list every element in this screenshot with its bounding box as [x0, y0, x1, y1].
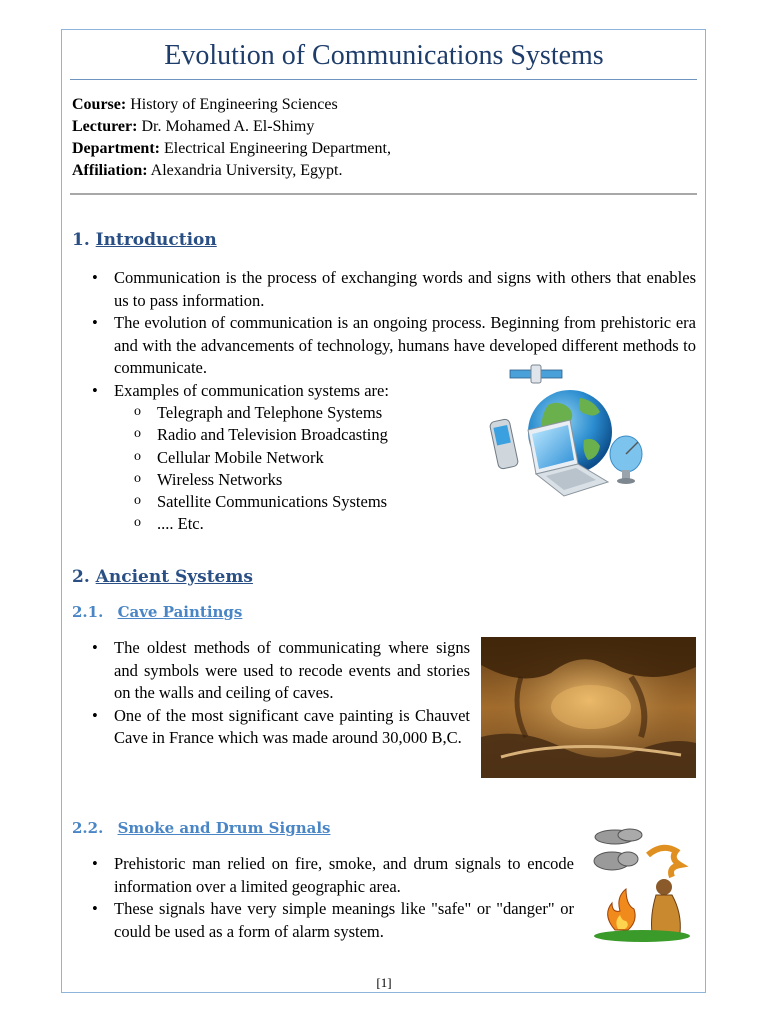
- list-item: • The oldest methods of communicating where signs and symbols were used to recode events and stories on the walls and ceiling of caves.: [72, 637, 470, 705]
- document-title: Evolution of Communications Systems: [164, 40, 604, 71]
- examples-list: [114, 402, 444, 536]
- subsection-heading-cave-paintings: [72, 603, 242, 621]
- smoke-bullets: [72, 853, 574, 943]
- list-item: • One of the most significant cave painting is Chauvet Cave in France which was made around 30,000 B,C.: [72, 705, 470, 750]
- person-icon: [648, 848, 680, 933]
- communications-illustration: [488, 360, 648, 505]
- list-item: • Examples of communication systems are:: [72, 380, 696, 403]
- list-item: o Wireless Networks: [114, 469, 444, 491]
- smoke-signal-illustration: [590, 825, 695, 945]
- department-value: Electrical Engineering Department,: [159, 140, 391, 157]
- subsection-number: 2.1.: [72, 603, 104, 621]
- title-divider: [70, 79, 697, 80]
- course-value: History of Engineering Sciences: [126, 96, 338, 113]
- section-number: 2.: [72, 567, 90, 587]
- course-info: [72, 94, 391, 182]
- info-divider: [70, 193, 697, 195]
- list-item: o Cellular Mobile Network: [114, 447, 444, 469]
- list-item: o Telegraph and Telephone Systems: [114, 402, 444, 424]
- list-item: • Communication is the process of exchanging words and signs with others that enables us to pass information.: [72, 267, 696, 312]
- cave-photo: [481, 637, 696, 778]
- list-item: o Satellite Communications Systems: [114, 491, 444, 513]
- department-line: [72, 138, 391, 160]
- list-item: • Prehistoric man relied on fire, smoke, and drum signals to encode information over a limited geographic area.: [72, 853, 574, 898]
- section-heading-introduction: [72, 230, 217, 250]
- department-label: Department:: [72, 140, 160, 157]
- satellite-dish-icon: [610, 436, 642, 484]
- section-number: 1.: [72, 230, 90, 250]
- course-line: [72, 94, 391, 116]
- subsection-title: Smoke and Drum Signals: [117, 819, 331, 837]
- list-item: o .... Etc.: [114, 513, 444, 535]
- affiliation-value: Alexandria University, Egypt.: [147, 162, 343, 179]
- list-item: o Radio and Television Broadcasting: [114, 424, 444, 446]
- list-item: • The evolution of communication is an ongoing process. Beginning from prehistoric era and with the advancements of technology, humans have developed different methods to communicate.: [72, 312, 696, 380]
- lecturer-value: Dr. Mohamed A. El-Shimy: [137, 118, 315, 135]
- fire-icon: [608, 889, 635, 930]
- subsection-heading-smoke-drum: [72, 819, 330, 837]
- page-number: [1]: [376, 975, 392, 990]
- subsection-title: Cave Paintings: [117, 603, 243, 621]
- course-label: Course:: [72, 96, 127, 113]
- affiliation-line: [72, 160, 391, 182]
- section-title: Ancient Systems: [95, 567, 253, 587]
- lecturer-label: Lecturer:: [72, 118, 138, 135]
- cave-bullets: [72, 637, 470, 750]
- section-title: Introduction: [95, 230, 217, 250]
- lecturer-line: [72, 116, 391, 138]
- list-item: • These signals have very simple meanings like "safe" or "danger" or could be used as a form of alarm system.: [72, 898, 574, 943]
- affiliation-label: Affiliation:: [72, 162, 148, 179]
- subsection-number: 2.2.: [72, 819, 104, 837]
- mobile-phone-icon: [489, 418, 519, 469]
- satellite-icon: [510, 365, 562, 383]
- smoke-cloud-icon: [594, 829, 642, 870]
- section-heading-ancient-systems: [72, 567, 253, 587]
